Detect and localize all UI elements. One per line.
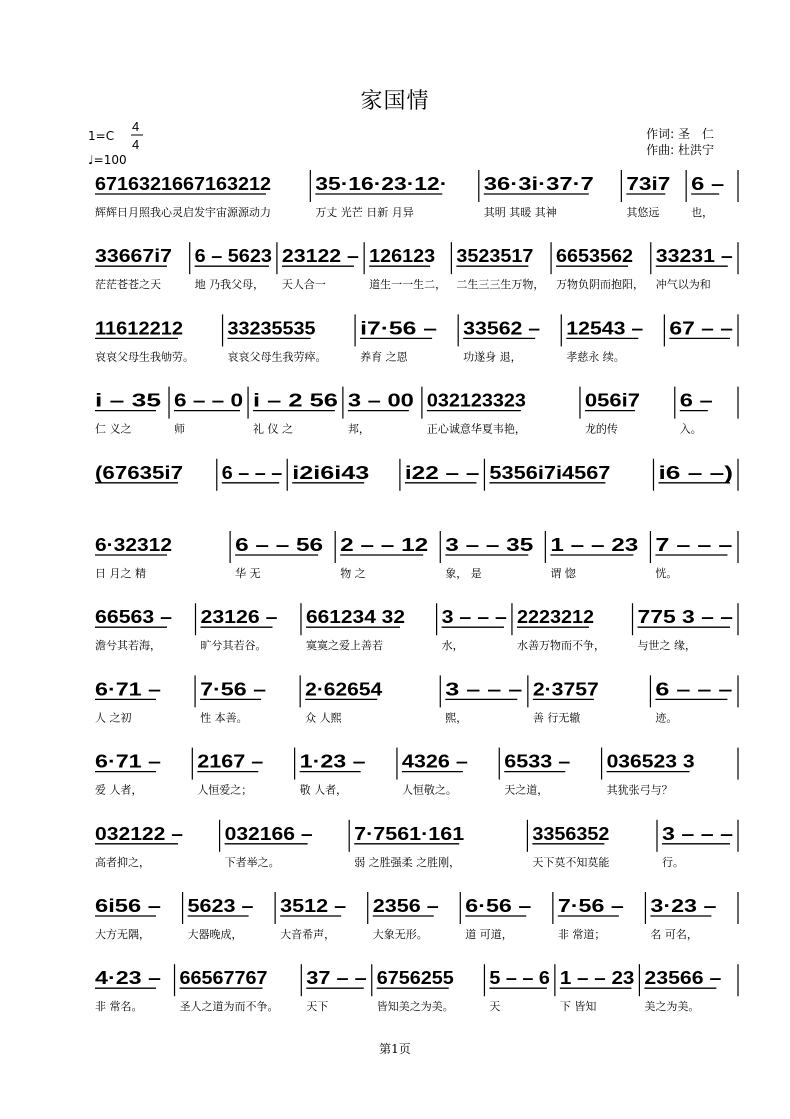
key-label: 1=C (88, 129, 115, 143)
measure-lyrics: 日 月之 精 (95, 567, 146, 580)
measure-notes: 2·3757 (532, 679, 599, 700)
measure-lyrics: 高者抑之， (95, 855, 150, 869)
quarter-note-icon: ♩ (88, 153, 94, 167)
measure-notes: 3523517 (456, 246, 534, 267)
measure-lyrics: 物 之 (340, 567, 366, 580)
measure-lyrics: 天下 (306, 1000, 329, 1014)
measure-lyrics: 恍。 (655, 567, 678, 580)
measure-lyrics: 茫茫苍苍之天 (95, 278, 161, 292)
measure-notes: 23126 – (200, 607, 278, 628)
measure-notes: i2i6i43 (292, 462, 370, 483)
system-9 (95, 748, 738, 797)
measure-lyrics: 美之为美。 (644, 1000, 700, 1014)
measure-lyrics: 众 人熙 (305, 711, 342, 725)
measure-notes: 2·62654 (305, 679, 383, 700)
measure-lyrics: 人恒爱之； (197, 783, 253, 797)
measure-lyrics: 天 (489, 1000, 501, 1014)
time-bottom: 4 (132, 137, 140, 152)
measure-lyrics: 哀哀父母生我劳瘁。 (227, 350, 327, 364)
measure-lyrics: 下 皆知 (559, 1000, 597, 1014)
system-7 (95, 603, 738, 652)
measure-notes: 33562 – (463, 318, 541, 339)
measure-notes: 3 – – – (662, 823, 733, 844)
measure-lyrics: 正心诚意华夏韦艳， (426, 422, 526, 436)
measure-notes: 661234 32 (305, 607, 405, 628)
measure-lyrics: 圣人之道为而不争。 (179, 1000, 279, 1014)
measure-notes: 7·56 – (557, 896, 624, 916)
measure-notes: 126123 (369, 246, 436, 267)
measure-notes: 4326 – (401, 751, 468, 772)
measure-notes: 6·32312 (95, 535, 172, 555)
measure-notes: i – 2 56 (253, 390, 338, 411)
measure-lyrics: 大象无形。 (372, 928, 428, 941)
measure-notes: 6 – – – (655, 679, 733, 700)
measure-lyrics: 水， (441, 639, 464, 653)
measure-notes: 33235535 (227, 318, 316, 339)
measure-notes: 1·23 – (299, 751, 366, 772)
measure-lyrics: 孝慈永 续。 (566, 350, 625, 364)
measure-lyrics: 其犹张弓与？ (606, 783, 673, 797)
measure-notes: 23566 – (644, 968, 722, 989)
measure-notes: 6·71 – (95, 751, 161, 772)
composer: 作曲: 杜洪宁 (646, 143, 714, 157)
measure-lyrics: 冲气以为和 (655, 278, 711, 292)
song-title: 家国情 (360, 89, 430, 114)
measure-lyrics: 师 (174, 422, 186, 436)
measure-notes: i22 – – (404, 462, 480, 483)
measure-notes: 6·56 – (465, 896, 532, 916)
measure-notes: 3 – 00 (347, 390, 414, 411)
measure-lyrics: 迹。 (655, 711, 678, 725)
measure-notes: 7·56 – (200, 679, 267, 700)
measure-notes: 3 – – – (445, 679, 523, 700)
measure-notes: 6756255 (376, 968, 454, 989)
measure-lyrics: 天之道， (504, 783, 549, 797)
measure-lyrics: 万丈 光芒 日新 月异 (315, 206, 414, 219)
measure-lyrics: 非 常道； (557, 928, 606, 941)
measure-notes: 2 – – 12 (340, 535, 429, 555)
measure-lyrics: 旷兮其若谷。 (200, 639, 267, 653)
system-3 (95, 314, 738, 363)
measure-notes: 6 – (679, 390, 713, 411)
measure-notes: 66563 – (95, 607, 172, 628)
measure-lyrics: 善 行无辙 (532, 711, 581, 725)
measure-notes: 6653562 (556, 246, 634, 267)
measure-lyrics: 水善万物而不争， (516, 639, 605, 653)
system-6 (95, 531, 738, 580)
system-8 (95, 675, 738, 724)
measure-notes: 3512 – (280, 896, 347, 916)
measure-notes: 2167 – (197, 751, 264, 772)
measure-notes: 032166 – (224, 823, 313, 844)
measure-lyrics: 礼 仪 之 (253, 422, 294, 436)
measure-lyrics: 人恒敬之。 (401, 783, 457, 797)
measure-notes: 33667i7 (95, 246, 172, 267)
measure-lyrics: 寞寞之爱上善若 (305, 639, 383, 653)
measure-notes: 3 – – – (441, 607, 507, 628)
measure-notes: 67 – – (669, 318, 733, 339)
measure-notes: 11612212 (95, 318, 183, 339)
measure-notes: i – 35 (95, 390, 161, 411)
measure-notes: 5 – – 6 (489, 968, 550, 989)
measure-notes: 36·3i·37·7 (483, 174, 594, 194)
measure-notes: 5356i7i4567 (489, 462, 611, 483)
measure-lyrics: 天下莫不知莫能 (532, 855, 610, 869)
measure-notes: 5623 – (187, 896, 254, 916)
system-4 (95, 387, 738, 436)
measure-notes: 4·23 – (95, 968, 161, 989)
measure-notes: 35·16·23·12· (315, 174, 448, 194)
tempo-value: =100 (93, 153, 127, 167)
measure-notes: 2223212 (516, 607, 594, 628)
measure-notes: 37 – – (306, 968, 367, 989)
measure-lyrics: 人 之初 (95, 711, 132, 725)
measure-lyrics: 其悠远 (626, 206, 660, 219)
measure-lyrics: 其明 其暖 其神 (483, 206, 557, 219)
measure-lyrics: 皆知美之为美。 (376, 1000, 454, 1014)
measure-notes: 6 – (691, 174, 725, 194)
measure-notes: 33231 – (655, 246, 733, 267)
measure-notes: 3·23 – (650, 896, 717, 916)
system-12 (95, 964, 738, 1013)
measure-lyrics: 华 无 (235, 567, 261, 580)
measure-lyrics: 龙的传 (584, 422, 618, 436)
measure-notes: 6716321667163212 (95, 174, 271, 194)
measure-lyrics: 道 可道， (465, 928, 513, 941)
measure-notes: i6 – –) (658, 462, 734, 483)
measure-lyrics: 万物负阴而抱阳， (556, 278, 645, 292)
measure-notes: 6533 – (504, 751, 571, 772)
measure-lyrics: 敬 人者， (299, 783, 348, 797)
measure-notes: 6·71 – (95, 679, 161, 700)
measure-notes: 6 – – 0 (174, 390, 244, 411)
measure-notes: 3 – – 35 (445, 535, 534, 555)
measure-notes: 7 – – – (655, 535, 733, 555)
measure-lyrics: 辉辉日月照我心灵启发宇宙源源动力 (95, 206, 271, 219)
measure-lyrics: 也， (691, 206, 714, 219)
measure-lyrics: 名 可名， (650, 928, 698, 941)
system-1 (95, 170, 738, 219)
measure-notes: 6i56 – (95, 896, 161, 916)
measure-lyrics: 性 本善。 (200, 711, 248, 725)
measure-lyrics: 天人合一 (281, 278, 326, 292)
measure-notes: 056i7 (584, 390, 640, 411)
measure-lyrics: 养育 之恩 (360, 350, 408, 364)
measure-lyrics: 功遂身 退， (463, 350, 522, 364)
measure-notes: i7·56 – (360, 318, 438, 339)
measure-lyrics: 下者举之。 (224, 855, 280, 869)
measure-lyrics: 道生一一生二， (369, 278, 447, 292)
system-5 (95, 459, 738, 491)
measure-lyrics: 澹兮其若海， (95, 639, 161, 653)
measure-notes: 1 – – 23 (550, 535, 639, 555)
measure-lyrics: 爱 人者， (95, 783, 143, 797)
measure-lyrics: 大音希声， (280, 928, 336, 941)
measure-notes: (67635i7 (95, 462, 183, 483)
measure-lyrics: 地 乃我父母， (194, 278, 265, 292)
measure-notes: 1 – – 23 (559, 968, 635, 989)
system-11 (95, 892, 738, 941)
measure-lyrics: 非 常名。 (95, 1000, 143, 1014)
measure-notes: 2356 – (372, 896, 439, 916)
measure-lyrics: 邦， (347, 422, 370, 436)
measure-notes: 7·7561·161 (354, 823, 465, 844)
measure-notes: 032123323 (426, 390, 526, 411)
measure-lyrics: 熙， (445, 711, 468, 725)
measure-lyrics: 仁 义之 (95, 422, 132, 436)
measure-lyrics: 象， 是 (445, 567, 482, 580)
measure-notes: 6 – – 56 (235, 535, 324, 555)
measure-lyrics: 谓 惚 (550, 567, 576, 580)
measure-notes: 3356352 (532, 823, 610, 844)
measure-lyrics: 二生三三生万物， (456, 278, 545, 292)
measure-lyrics: 入。 (679, 422, 702, 436)
measure-notes: 6 – 5623 (194, 246, 272, 267)
measure-lyrics: 大器晚成， (187, 928, 243, 941)
page-number: 第1页 (379, 1042, 411, 1056)
measure-notes: 73i7 (626, 174, 671, 194)
measure-lyrics: 哀哀父母生我劬劳。 (95, 350, 194, 364)
measure-notes: 032122 – (95, 823, 183, 844)
measure-lyrics: 行。 (662, 855, 684, 869)
measure-notes: 66567767 (179, 968, 268, 989)
measure-notes: 036523 3 (606, 751, 695, 772)
system-2 (95, 242, 738, 291)
lyricist: 作词: 圣 仁 (646, 127, 714, 141)
system-10 (95, 820, 738, 869)
measure-notes: 12543 – (566, 318, 644, 339)
measure-lyrics: 大方无隅， (95, 928, 150, 941)
measure-notes: 775 3 – – (637, 607, 733, 628)
time-top: 4 (132, 119, 140, 134)
measure-notes: 6 – – – (221, 462, 283, 483)
measure-notes: 23122 – (281, 246, 359, 267)
measure-lyrics: 弱 之胜强柔 之胜刚， (354, 855, 461, 869)
measure-lyrics: 与世之 缘， (637, 639, 697, 653)
